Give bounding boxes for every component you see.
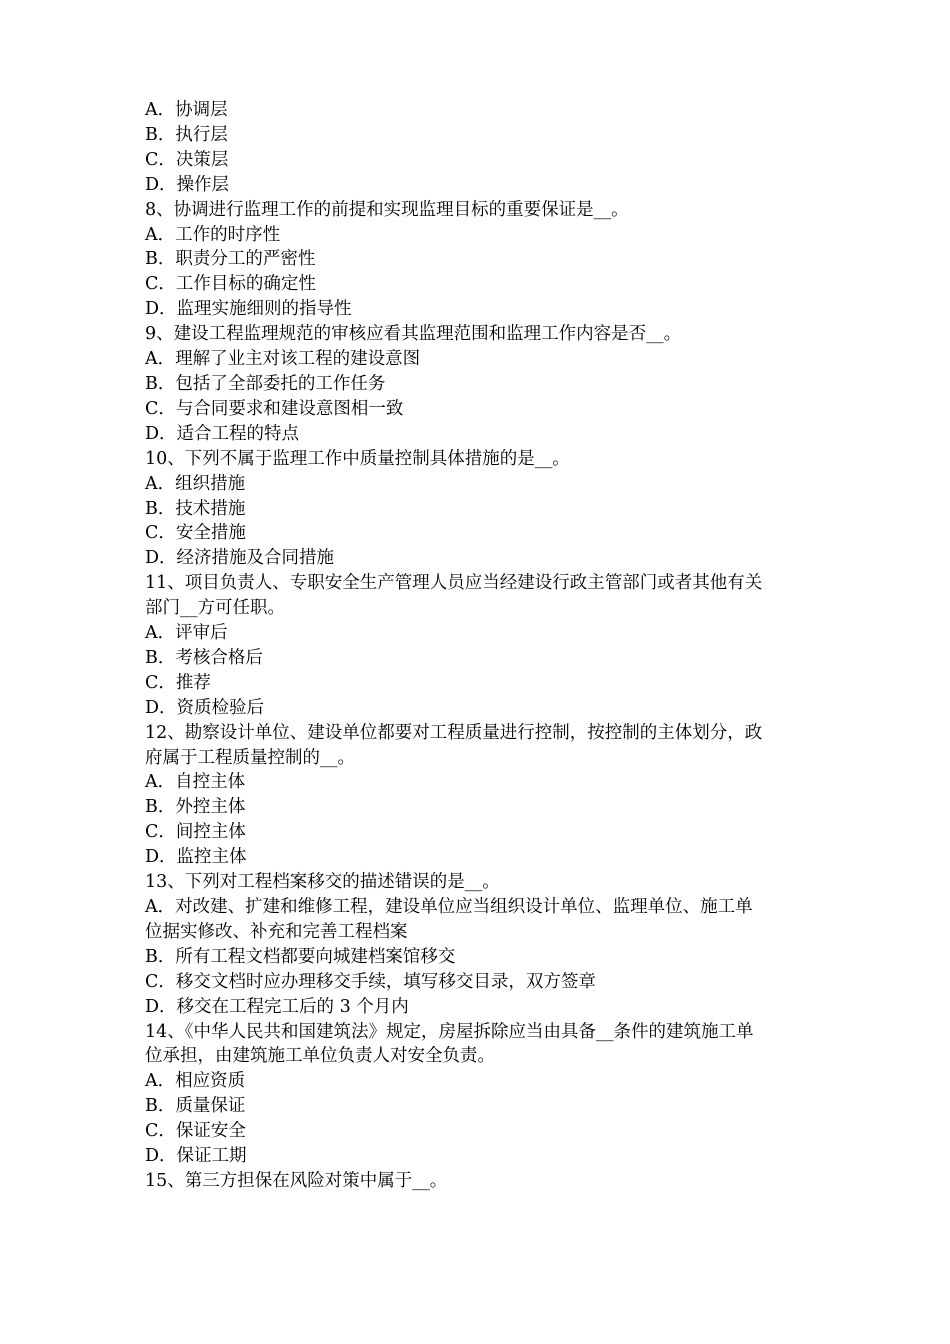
text-line: D．监控主体 xyxy=(145,847,247,868)
question-12: 12、勘察设计单位、建设单位都要对工程质量进行控制，按控制的主体划分，政 xyxy=(145,722,763,743)
text-line: D．资质检验后 xyxy=(145,697,265,718)
text-line: B．考核合格后 xyxy=(145,647,263,668)
question-13: 13、下列对工程档案移交的描述错误的是__。 xyxy=(145,872,500,893)
text-line: D．操作层 xyxy=(145,174,230,195)
text-line: C．保证安全 xyxy=(145,1121,246,1142)
text-line: C．移交文档时应办理移交手续，填写移交目录，双方签章 xyxy=(145,971,596,992)
text-line: C．与合同要求和建设意图相一致 xyxy=(145,398,404,419)
text-line: 位承担，由建筑施工单位负责人对安全负责。 xyxy=(145,1046,495,1067)
document-body xyxy=(145,98,825,1194)
text-line: D．适合工程的特点 xyxy=(145,423,300,444)
question-9: 9、建设工程监理规范的审核应看其监理范围和监理工作内容是否__。 xyxy=(145,324,682,345)
text-line: B．职责分工的严密性 xyxy=(145,249,316,270)
text-line: C．决策层 xyxy=(145,149,229,170)
question-10: 10、下列不属于监理工作中质量控制具体措施的是__。 xyxy=(145,448,570,469)
text-line: C．安全措施 xyxy=(145,523,246,544)
text-line: 部门__方可任职。 xyxy=(145,598,285,619)
text-line: C．推荐 xyxy=(145,672,211,693)
text-line: A．工作的时序性 xyxy=(145,224,281,245)
text-line: D．移交在工程完工后的 3 个月内 xyxy=(145,996,409,1017)
text-line: 位据实修改、补充和完善工程档案 xyxy=(145,921,408,942)
text-line: B．技术措施 xyxy=(145,498,246,519)
question-8: 8、协调进行监理工作的前提和实现监理目标的重要保证是__。 xyxy=(145,199,629,220)
question-15: 15、第三方担保在风险对策中属于__。 xyxy=(145,1170,448,1191)
text-line: A．理解了业主对该工程的建设意图 xyxy=(145,349,421,370)
text-line: D．经济措施及合同措施 xyxy=(145,548,335,569)
question-14: 14、《中华人民共和国建筑法》规定，房屋拆除应当由具备__条件的建筑施工单 xyxy=(145,1021,754,1042)
text-line: C．间控主体 xyxy=(145,822,246,843)
text-line: A．协调层 xyxy=(145,100,228,120)
text-line: D．保证工期 xyxy=(145,1146,247,1167)
text-line: D．监理实施细则的指导性 xyxy=(145,299,352,320)
text-line: C．工作目标的确定性 xyxy=(145,274,316,295)
text-line: B．质量保证 xyxy=(145,1096,246,1117)
question-11: 11、项目负责人、专职安全生产管理人员应当经建设行政主管部门或者其他有关 xyxy=(145,573,763,594)
text-line: B．所有工程文档都要向城建档案馆移交 xyxy=(145,946,456,967)
text-line: B．外控主体 xyxy=(145,797,246,818)
text-line: B．包括了全部委托的工作任务 xyxy=(145,373,386,394)
text-line: A．评审后 xyxy=(145,623,228,644)
text-line: A．组织措施 xyxy=(145,473,246,494)
text-line: A．自控主体 xyxy=(145,772,246,793)
text-line: A．相应资质 xyxy=(145,1071,246,1092)
text-line: B．执行层 xyxy=(145,124,228,145)
text-line: 府属于工程质量控制的__。 xyxy=(145,747,355,768)
text-line: A．对改建、扩建和维修工程，建设单位应当组织设计单位、监理单位、施工单 xyxy=(145,897,753,917)
